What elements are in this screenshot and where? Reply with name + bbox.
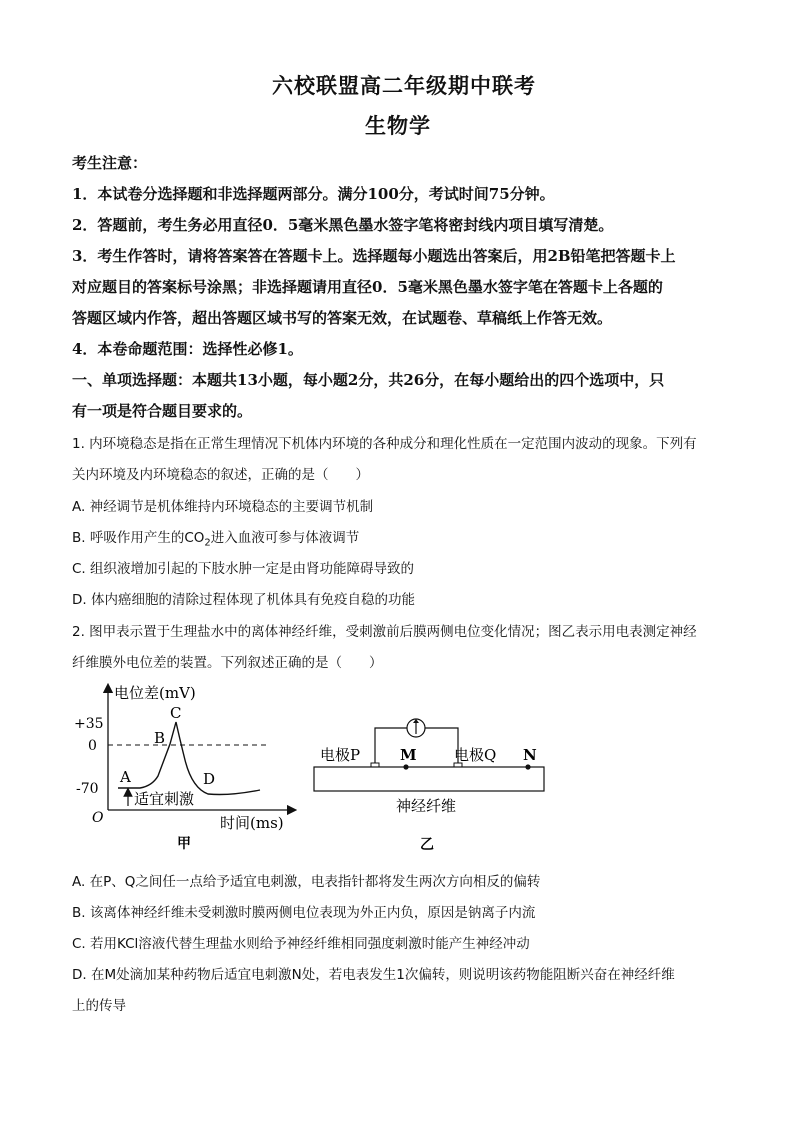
y-tick-0: 0 (88, 738, 97, 754)
figure-yi-caption: 乙 (420, 837, 434, 853)
point-n-dot (525, 764, 530, 769)
q2-option-c: C. 若用KCl溶液代替生理盐水则给予神经纤维相同强度刺激时能产生神经冲动 (72, 936, 530, 952)
y-tick-35: +35 (74, 716, 104, 732)
electrode-q-label: 电极Q (454, 746, 497, 764)
point-d: D (203, 770, 216, 788)
notice-item-2: 2．答题前，考生务必用直径0．5毫米黑色墨水签字笔将密封线内项目填写清楚。 (72, 216, 614, 234)
q1-stem-line-1: 1. 内环境稳态是指在正常生理情况下机体内环境的各种成分和理化性质在一定范围内波动的现象。下列有 (72, 436, 697, 452)
figure-jia (70, 680, 300, 855)
y-axis-label: 电位差(mV) (114, 684, 196, 702)
q1-option-d: D. 体内癌细胞的清除过程体现了机体具有免疫自稳的功能 (72, 592, 415, 608)
figure-jia-caption: 甲 (177, 836, 191, 852)
point-b: B (154, 729, 166, 747)
point-m-dot (403, 764, 408, 769)
q1-option-b-pre: B. 呼吸作用产生的CO (72, 530, 205, 546)
x-axis-label: 时间(ms) (220, 814, 284, 832)
q2-stem-line-2: 纤维膜外电位差的装置。下列叙述正确的是（ ） (72, 655, 383, 671)
q2-stem-line-1: 2. 图甲表示置于生理盐水中的离体神经纤维，受刺激前后膜两侧电位变化情况；图乙表示用电表测定神经 (72, 624, 697, 640)
q1-option-b-sub: 2 (204, 537, 211, 549)
y-tick-70: -70 (76, 781, 99, 797)
stimulus-label: 适宜刺激 (134, 790, 195, 808)
section-heading-line-2: 有一项是符合题目要求的。 (72, 402, 253, 420)
q1-option-b (72, 526, 359, 549)
origin-label: O (92, 810, 104, 826)
electrode-p-label: 电极P (320, 746, 361, 764)
subject-title: 生物学 (365, 113, 431, 138)
notice-item-1: 1．本试卷分选择题和非选择题两部分。满分100分，考试时间75分钟。 (72, 185, 555, 203)
notice-item-3-cont-2: 答题区域内作答，超出答题区域书写的答案无效，在试题卷、草稿纸上作答无效。 (72, 309, 613, 327)
q2-option-a: A. 在P、Q之间任一点给予适宜电刺激，电表指针都将发生两次方向相反的偏转 (72, 874, 541, 890)
section-heading-line-1: 一、单项选择题：本题共13小题，每小题2分，共26分，在每小题给出的四个选项中，只 (72, 371, 665, 389)
exam-title: 六校联盟高二年级期中联考 (272, 73, 536, 98)
notice-heading: 考生注意： (72, 154, 148, 172)
q1-option-a: A. 神经调节是机体维持内环境稳态的主要调节机制 (72, 499, 374, 515)
q2-option-d-line-2: 上的传导 (72, 998, 126, 1014)
nerve-fiber-label: 神经纤维 (396, 797, 457, 815)
point-n-label: N (523, 746, 537, 764)
point-a: A (120, 768, 131, 786)
q1-option-b-post: 进入血液可参与体液调节 (210, 530, 360, 546)
q1-option-c: C. 组织液增加引起的下肢水肿一定是由肾功能障碍导致的 (72, 561, 415, 577)
notice-item-3-cont-1: 对应题目的答案标号涂黑；非选择题请用直径0．5毫米黑色墨水签字笔在答题卡上各题的 (72, 278, 663, 296)
figure-yi (308, 710, 558, 860)
notice-item-4: 4．本卷命题范围：选择性必修1。 (72, 340, 303, 358)
point-m-label: M (400, 746, 417, 764)
nerve-fiber (314, 767, 544, 791)
potential-curve (118, 722, 260, 795)
notice-item-3: 3．考生作答时，请将答案答在答题卡上。选择题每小题选出答案后，用2B铅笔把答题卡上 (72, 247, 676, 265)
point-c: C (170, 704, 182, 722)
q1-stem-line-2: 关内环境及内环境稳态的叙述，正确的是（ ） (72, 467, 369, 483)
q2-option-b: B. 该离体神经纤维未受刺激时膜两侧电位表现为外正内负，原因是钠离子内流 (72, 905, 536, 921)
q2-option-d-line-1: D. 在M处滴加某种药物后适宜电刺激N处，若电表发生1次偏转，则说明该药物能阻断兴奋在神经纤维 (72, 967, 675, 983)
